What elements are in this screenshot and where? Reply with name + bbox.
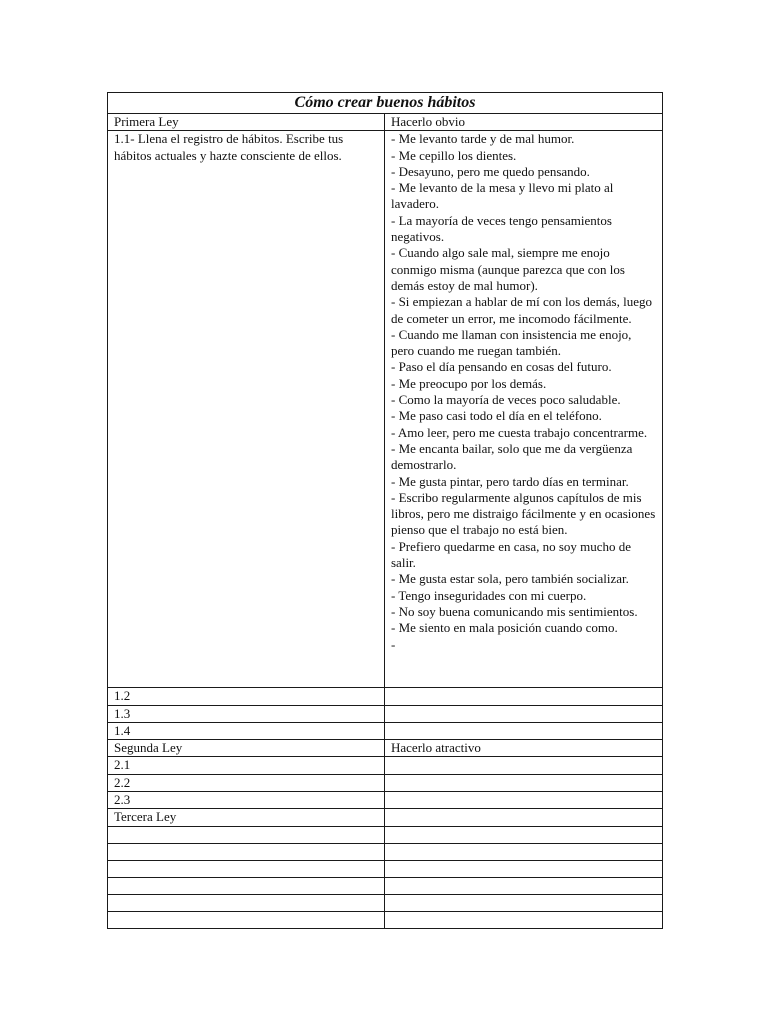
step-value [385, 705, 663, 722]
habit-item: - Cuando algo sale mal, siempre me enojo conmigo misma (aunque parezca que con los demás estoy de mal humor). [391, 245, 625, 293]
habit-item: - [391, 636, 396, 652]
step-1-1-instruction: 1.1- Llena el registro de hábitos. Escribe tus hábitos actuales y hazte consciente de ellos. [108, 131, 385, 688]
empty-cell [108, 911, 385, 928]
empty-cell [108, 877, 385, 894]
habit-item: - Me siento en mala posición cuando como. [391, 620, 618, 636]
habits-table [107, 92, 663, 929]
empty-cell [385, 877, 663, 894]
step-label: 1.4 [108, 722, 385, 739]
step-label: 2.1 [108, 757, 385, 774]
habit-item: - Escribo regularmente algunos capítulos de mis libros, pero me distraigo fácilmente y en ocasiones pienso que el trabajo no está bien. [391, 489, 656, 538]
empty-cell [385, 911, 663, 928]
habit-item: - La mayoría de veces tengo pensamientos negativos. [391, 212, 612, 245]
habit-item: - Cuando me llaman con insistencia me enojo, pero cuando me ruegan también. [391, 326, 632, 359]
second-law-strategy: Hacerlo atractivo [385, 740, 663, 757]
empty-row [108, 843, 663, 860]
habit-item: - Como la mayoría de veces poco saludable. [391, 392, 621, 408]
empty-cell [108, 894, 385, 911]
empty-cell [385, 826, 663, 843]
habit-list [385, 131, 663, 688]
first-law-row [108, 114, 663, 131]
habit-item: - Amo leer, pero me cuesta trabajo concentrarme. [391, 424, 648, 440]
habit-item: - Me levanto tarde y de mal humor. [391, 131, 575, 147]
empty-row [108, 877, 663, 894]
habit-item: - Prefiero quedarme en casa, no soy mucho de salir. [391, 538, 632, 571]
step-label: 2.3 [108, 792, 385, 809]
step-value [385, 774, 663, 791]
step-row [108, 705, 663, 722]
empty-cell [385, 894, 663, 911]
second-law-row [108, 740, 663, 757]
step-label: 1.2 [108, 688, 385, 705]
habit-item: - No soy buena comunicando mis sentimientos. [391, 603, 638, 619]
title-row [108, 93, 663, 114]
step-row [108, 722, 663, 739]
empty-cell [108, 860, 385, 877]
step-row [108, 792, 663, 809]
empty-row [108, 860, 663, 877]
step-row [108, 774, 663, 791]
step-value [385, 722, 663, 739]
empty-cell [108, 826, 385, 843]
third-law-strategy [385, 809, 663, 826]
first-law-strategy: Hacerlo obvio [385, 114, 663, 131]
empty-row [108, 826, 663, 843]
empty-cell [385, 860, 663, 877]
second-law-label: Segunda Ley [108, 740, 385, 757]
step-row [108, 757, 663, 774]
habit-item: - Me gusta estar sola, pero también socializar. [391, 571, 629, 587]
document-title: Cómo crear buenos hábitos [108, 93, 663, 114]
habit-item: - Me levanto de la mesa y llevo mi plato al lavadero. [391, 180, 614, 212]
step-value [385, 757, 663, 774]
first-law-label: Primera Ley [108, 114, 385, 131]
step-1-1-row [108, 131, 663, 688]
step-value [385, 792, 663, 809]
empty-cell [108, 843, 385, 860]
habit-item: - Me encanta bailar, solo que me da vergüenza demostrarlo. [391, 440, 633, 473]
habit-item: - Paso el día pensando en cosas del futuro. [391, 359, 612, 375]
habit-item: - Me cepillo los dientes. [391, 147, 517, 163]
step-label: 2.2 [108, 774, 385, 791]
habit-item: - Desayuno, pero me quedo pensando. [391, 163, 590, 179]
habit-item: - Me gusta pintar, pero tardo días en terminar. [391, 473, 629, 489]
step-value [385, 688, 663, 705]
step-label: 1.3 [108, 705, 385, 722]
third-law-row [108, 809, 663, 826]
habit-item: - Si empiezan a hablar de mí con los demás, luego de cometer un error, me incomodo fácilmente. [391, 294, 653, 326]
empty-cell [385, 843, 663, 860]
third-law-label: Tercera Ley [108, 809, 385, 826]
empty-row [108, 894, 663, 911]
habit-item: - Tengo inseguridades con mi cuerpo. [391, 587, 587, 603]
habit-item: - Me paso casi todo el día en el teléfono. [391, 408, 602, 424]
empty-row [108, 911, 663, 928]
step-row [108, 688, 663, 705]
habit-item: - Me preocupo por los demás. [391, 375, 547, 391]
